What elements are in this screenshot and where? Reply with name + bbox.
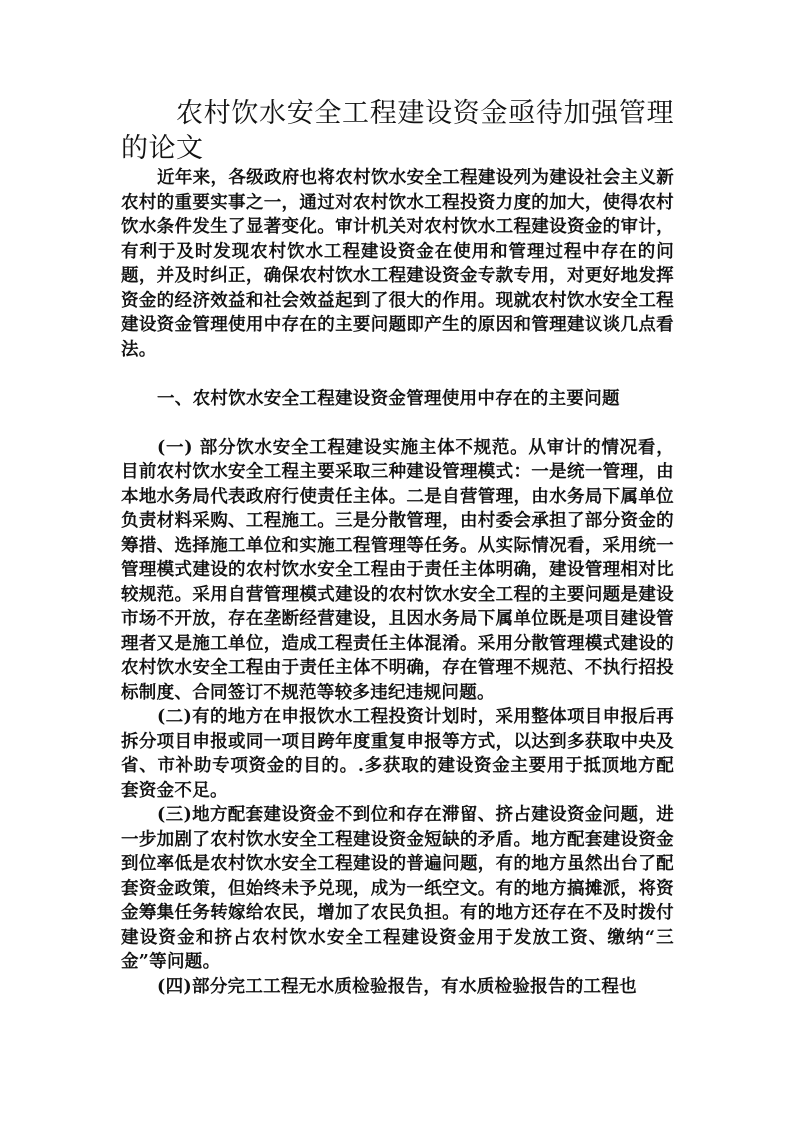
body-paragraph-2: (二)有的地方在申报饮水工程投资计划时，采用整体项目申报后再拆分项目申报或同一项目跨年度重复申报等方式，以达到多获取中央及省、市补助专项资金的目的。.多获取的建设资金主要用于抵顶地方配套资金不足。: [121, 707, 674, 801]
body-paragraph-1: (一) 部分饮水安全工程建设实施主体不规范。从审计的情况看，目前农村饮水安全工程主要采取三种建设管理模式：一是统一管理，由本地水务局代表政府行使责任主体。二是自营管理，由水务局下属单位负责材料采购、工程施工。三是分散管理，由村委会承担了部分资金的筹措、选择施工单位和实施工程管理等任务。从实际情况看，采用统一管理模式建设的农村饮水安全工程由于责任主体明确，建设管理相对比较规范。采用自营管理模式建设的农村饮水安全工程的主要问题是建设市场不开放，存在垄断经营建设，且因水务局下属单位既是项目建设管理者又是施工单位，造成工程责任主体混淆。采用分散管理模式建设的农村饮水安全工程由于责任主体不明确，存在管理不规范、不执行招投标制度、合同签订不规范等较多违纪违规问题。: [121, 437, 674, 703]
body-paragraph-3: (三)地方配套建设资金不到位和存在滞留、挤占建设资金问题，进一步加剧了农村饮水安全工程建设资金短缺的矛盾。地方配套建设资金到位率低是农村饮水安全工程建设的普遍问题，有的地方虽然出台了配套资金政策，但始终未予兑现，成为一纸空文。有的地方搞摊派，将资金筹集任务转嫁给农民，增加了农民负担。有的地方还存在不及时拨付建设资金和挤占农村饮水安全工程建设资金用于发放工资、缴纳“三金”等问题。: [121, 805, 674, 972]
intro-paragraph: 近年来，各级政府也将农村饮水安全工程建设列为建设社会主义新农村的重要实事之一，通过对农村饮水工程投资力度的加大，使得农村饮水条件发生了显著变化。审计机关对农村饮水工程建设资金的审计，有利于及时发现农村饮水工程建设资金在使用和管理过程中存在的问题，并及时纠正，确保农村饮水工程建设资金专款专用，对更好地发挥资金的经济效益和社会效益起到了很大的作用。现就农村饮水安全工程建设资金管理使用中存在的主要问题即产生的原因和管理建议谈几点看法。: [121, 168, 674, 360]
section-heading: 一、农村饮水安全工程建设资金管理使用中存在的主要问题: [157, 388, 620, 409]
paragraph-gap: [121, 411, 674, 436]
body-paragraph-4: (四)部分完工工程无水质检验报告，有水质检验报告的工程也: [157, 976, 637, 997]
document-title: 农村饮水安全工程建设资金亟待加强管理的论文: [121, 98, 674, 164]
paragraph-gap: [121, 362, 674, 387]
document-page: [121, 96, 674, 999]
